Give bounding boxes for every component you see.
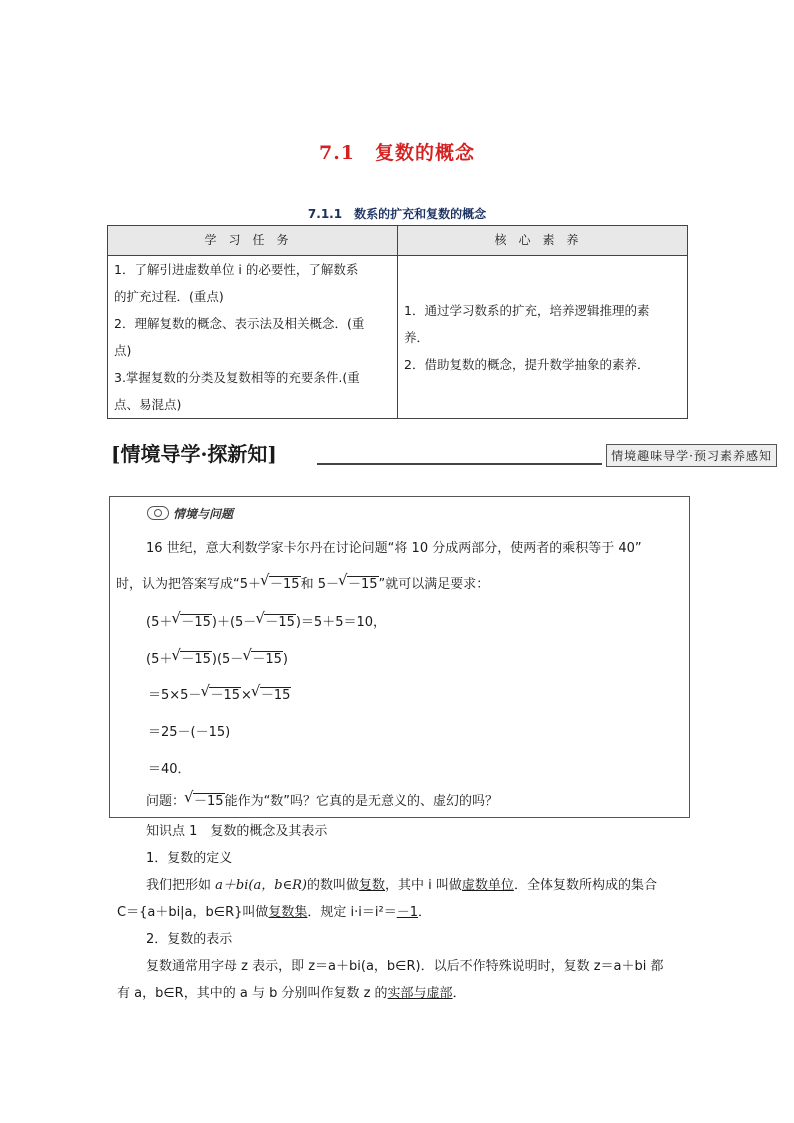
chapter-title: 7.1 复数的概念 [318, 142, 476, 164]
radicand: －15 [270, 577, 300, 592]
sqrt-expression [202, 684, 241, 703]
equation-line [148, 684, 291, 703]
text-run: ．全体复数所构成的集合 [513, 878, 657, 893]
task-line: 1．了解引进虚数单位 i 的必要性，了解数系 [114, 262, 359, 277]
sqrt-expression [257, 611, 296, 630]
underlined-term: 复数集 [268, 905, 308, 920]
sqrt-expression [262, 573, 301, 592]
text-run: ，其中 i 叫做 [385, 878, 462, 893]
sqrt-expression [244, 648, 283, 667]
text-run: ．规定 i·i＝i²＝ [307, 905, 397, 920]
goals-header-tasks: 学习任务 [108, 226, 398, 256]
underlined-term: －1 [396, 905, 419, 920]
scenario-paragraph-line [116, 573, 489, 592]
text-run: ”就可以满足要求： [378, 577, 490, 592]
task-line: 2．理解复数的概念、表示法及相关概念．(重 [114, 316, 365, 331]
equation-line: ＝25－(－15) [148, 725, 231, 740]
scenario-heading [147, 505, 233, 522]
literacy-line: 养． [404, 329, 430, 345]
text-run: 和 5－ [300, 577, 339, 592]
text-run: ＝5×5－ [148, 688, 202, 703]
definition-line [146, 874, 657, 893]
sqrt-expression [253, 684, 292, 703]
radicand: －15 [181, 615, 211, 630]
radicand: －15 [265, 615, 295, 630]
text-run: )＋(5－ [211, 615, 257, 630]
text-run: ． [452, 986, 466, 1001]
text-run: 能作为“数”吗？它真的是无意义的、虚幻的吗？ [224, 794, 499, 809]
scenario-box [109, 496, 690, 818]
literacy-line: 2．借助复数的概念，提升数学抽象的素养． [404, 356, 650, 372]
section-banner [107, 438, 777, 470]
radicand: －15 [194, 794, 224, 809]
math-expression: a＋bi(a，b∈R) [215, 878, 307, 893]
text-run: 的数叫做 [307, 878, 360, 893]
radicand: －15 [260, 688, 291, 703]
definition-line [117, 901, 431, 920]
goals-table [107, 225, 688, 419]
goals-tasks-cell [108, 256, 398, 419]
text-run: ． [418, 905, 432, 920]
text-run: ) [282, 652, 288, 667]
underlined-term: 虚数单位 [461, 878, 514, 893]
equation-line [146, 611, 386, 630]
scenario-question [146, 790, 498, 809]
sqrt-expression [173, 611, 212, 630]
text-run: 时，认为把答案写成“5＋ [116, 577, 262, 592]
underlined-term: 复数 [359, 878, 386, 893]
section-title: 7.1.1 数系的扩充和复数的概念 [307, 207, 487, 221]
representation-line: 复数通常用字母 z 表示，即 z＝a＋bi(a，b∈R)．以后不作特殊说明时，复数 z＝a＋bi 都 [146, 959, 664, 974]
text-run: )(5－ [211, 652, 244, 667]
radicand: －15 [252, 652, 282, 667]
scenario-paragraph-line: 16 世纪，意大利数学家卡尔丹在讨论问题“将 10 分成两部分，使两者的乘积等于 40” [146, 541, 642, 556]
text-run: (5＋ [146, 615, 173, 630]
radicand: －15 [210, 688, 240, 703]
banner-title: [情境导学·探新知] [111, 442, 277, 466]
sqrt-expression [340, 573, 379, 592]
text-run: 我们把形如 [146, 878, 216, 893]
text-run: C＝{a＋bi|a，b∈R}叫做 [117, 905, 269, 920]
knowledge-point-title: 知识点 1 复数的概念及其表示 [146, 824, 328, 839]
text-run: 问题： [146, 794, 186, 809]
literacy-line: 1．通过学习数系的扩充，培养逻辑推理的素 [404, 302, 650, 318]
radicand: －15 [347, 577, 378, 592]
scenario-icon [147, 506, 169, 520]
task-line: 3.掌握复数的分类及复数相等的充要条件.(重 [114, 370, 360, 385]
goals-literacy-cell [398, 256, 688, 419]
equation-line: ＝40． [148, 762, 191, 777]
banner-tag: 情境趣味导学·预习素养感知 [606, 444, 777, 467]
sqrt-expression [173, 648, 212, 667]
underlined-term: 实部与虚部 [387, 986, 453, 1001]
sqrt-expression [186, 790, 225, 809]
task-line: 的扩充过程．(重点) [114, 289, 224, 304]
text-run: 有 a，b∈R，其中的 a 与 b 分别叫作复数 z 的 [117, 986, 388, 1001]
task-line: 点、易混点) [114, 397, 182, 412]
scenario-heading-text: 情境与问题 [173, 507, 234, 521]
task-line: 点) [114, 343, 132, 358]
representation-line [117, 982, 466, 1001]
radicand: －15 [181, 652, 211, 667]
text-run: )＝5＋5＝10， [295, 615, 387, 630]
equation-line [146, 648, 288, 667]
text-run: × [240, 688, 252, 703]
representation-heading: 2．复数的表示 [146, 932, 233, 947]
goals-header-literacy: 核心素养 [398, 226, 688, 256]
text-run: (5＋ [146, 652, 173, 667]
definition-heading: 1．复数的定义 [146, 851, 233, 866]
banner-rule [317, 463, 602, 465]
